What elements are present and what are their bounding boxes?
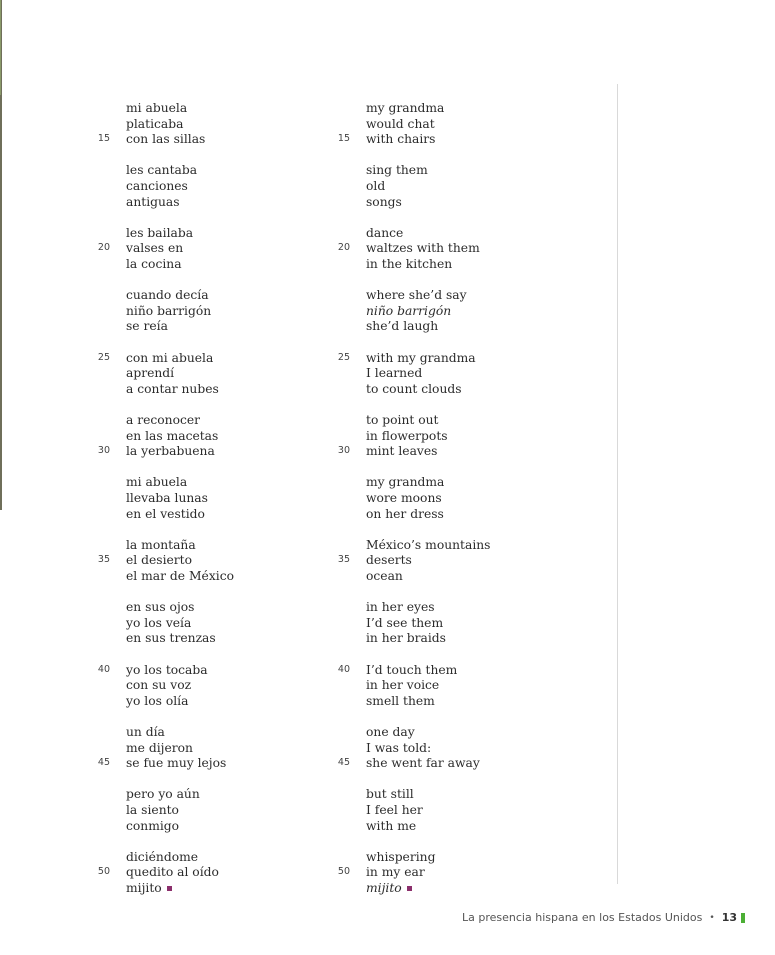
line-text-content: a reconocer [126,413,201,427]
line-text [366,428,448,444]
line-text [366,880,412,896]
line-text [366,786,414,802]
line-text-content: niño barrigón [126,303,212,318]
line-text [366,677,439,693]
line-text [366,412,439,428]
line-text [366,818,416,834]
line-text [366,256,452,272]
line-text-content: waltzes with them [366,241,480,256]
line-text [126,303,211,319]
line-text [126,412,200,428]
line-number: 50 [337,866,350,878]
line-text [126,131,205,147]
line-text [366,303,451,319]
line-number: 35 [97,554,110,566]
line-text [126,225,193,241]
line-text-content: con las sillas [126,132,206,147]
line-text [126,568,234,584]
line-text [366,755,480,771]
line-text-content: in her braids [366,631,446,646]
line-number: 15 [337,133,350,145]
line-text [366,552,412,568]
line-text [126,864,219,880]
line-text [126,786,200,802]
line-text-content: valses en [126,241,184,256]
line-text [366,568,403,584]
line-text [126,677,191,693]
line-text-content: platicaba [126,116,184,131]
line-text-content: in her voice [366,678,440,693]
line-text [126,818,179,834]
line-text [126,287,209,303]
line-text-content: on her dress [366,506,444,521]
line-text [126,490,208,506]
line-text [366,506,444,522]
line-number: 20 [337,242,350,254]
line-number: 50 [97,866,110,878]
line-text [126,755,226,771]
line-text-content: llevaba lunas [126,491,208,505]
line-text [366,178,385,194]
line-text [366,864,425,880]
page-edge-accent [0,0,1,95]
line-number: 15 [97,133,110,145]
line-text [366,100,444,116]
line-text [126,428,218,444]
line-text [366,474,444,490]
line-text-content: my grandma [366,101,445,115]
line-text [366,740,431,756]
line-text-content: la montaña [126,537,196,552]
line-text-content: mi abuela [126,475,188,490]
line-text-content: a contar nubes [126,381,219,396]
end-mark-icon [167,886,172,891]
line-text [366,693,435,709]
line-text-content: diciéndome [126,849,199,864]
line-number: 45 [97,757,110,769]
line-text [126,630,216,646]
line-text-content: la cocina [126,257,182,271]
line-text-content: yo los tocaba [126,662,208,677]
line-text [366,381,462,397]
line-text [126,162,197,178]
line-text [126,443,215,459]
line-text-content: songs [366,194,402,209]
line-text-content: les bailaba [126,225,194,240]
line-text [126,194,180,210]
line-text-content: mijito [366,881,402,895]
line-text [366,162,428,178]
line-text-content: I feel her [366,803,423,817]
end-mark-icon [407,886,412,891]
line-text-content: one day [366,725,415,739]
line-text-content: yo los olía [126,693,189,708]
line-text-content: un día [126,725,165,739]
line-text-content: but still [366,787,414,802]
line-text-content: dance [366,225,404,240]
line-text-content: yo los veía [126,615,192,630]
line-text [366,116,435,132]
line-text-content: cuando decía [126,288,209,303]
line-text [126,724,165,740]
line-text [126,740,193,756]
line-text [366,240,480,256]
line-text-content: en el vestido [126,506,205,521]
line-text-content: whispering [366,849,436,864]
line-number: 20 [97,242,110,254]
line-text [366,350,476,366]
line-text [366,490,442,506]
line-text [126,381,219,397]
line-number: 40 [97,663,110,675]
line-text [126,365,174,381]
line-text [126,318,168,334]
line-text-content: with chairs [366,132,436,147]
line-number: 40 [337,663,350,675]
line-text-content: with my grandma [366,350,476,365]
line-text-content: in the kitchen [366,257,453,271]
column-divider [617,84,618,884]
line-text [126,240,183,256]
line-text [126,802,179,818]
line-text [126,552,192,568]
line-text-content: canciones [126,179,188,193]
line-text [126,100,187,116]
line-text [126,599,195,615]
line-number: 30 [97,445,110,457]
line-text [366,365,422,381]
line-text-content: México’s mountains [366,537,491,552]
line-text [366,630,446,646]
line-text-content: la yerbabuena [126,444,215,459]
page-number: 13 [721,911,737,924]
line-text-content: niño barrigón [366,303,452,318]
line-text-content: I’d touch them [366,662,458,677]
line-text [366,287,467,303]
line-text-content: conmigo [126,818,180,833]
line-text-content: en las macetas [126,428,219,443]
line-text [126,693,188,709]
line-text-content: in flowerpots [366,428,448,443]
line-text [126,537,196,553]
line-text-content: I was told: [366,740,432,755]
line-text [366,443,437,459]
line-text [126,474,187,490]
line-text [366,724,415,740]
line-text-content: in her eyes [366,600,435,615]
line-text [366,131,436,147]
footer-separator: • [709,912,715,923]
line-text-content: my grandma [366,475,445,490]
line-text-content: in my ear [366,865,425,880]
line-text [366,318,438,334]
line-number: 35 [337,554,350,566]
line-text [126,615,191,631]
line-text-content: old [366,179,386,193]
line-number: 45 [337,757,350,769]
line-text-content: to count clouds [366,381,462,396]
page-marker [741,913,745,923]
line-text-content: wore moons [366,491,442,505]
line-text-content: con su voz [126,678,192,693]
line-text-content: con mi abuela [126,350,214,365]
line-text-content: en sus ojos [126,600,195,615]
line-text-content: I’d see them [366,615,444,630]
line-text [126,506,205,522]
line-text-content: en sus trenzas [126,631,216,646]
line-text-content: les cantaba [126,163,198,178]
line-text-content: she’d laugh [366,319,439,334]
line-text [366,537,491,553]
line-number: 25 [97,351,110,363]
line-text [366,662,457,678]
line-text-content: with me [366,818,417,833]
line-text [366,615,443,631]
line-text-content: quedito al oído [126,865,219,880]
line-text [366,225,403,241]
line-text [126,880,172,896]
line-text [366,194,402,210]
line-text [126,116,183,132]
line-text-content: pero yo aún [126,787,200,802]
line-text-content: mijito [126,881,162,895]
line-text [366,599,435,615]
line-text-content: sing them [366,163,428,178]
line-text-content: ocean [366,569,403,583]
line-text [126,662,208,678]
line-text [126,178,188,194]
line-text-content: mint leaves [366,444,438,459]
line-text-content: se fue muy lejos [126,756,227,771]
line-text-content: to point out [366,413,439,427]
line-text-content: aprendí [126,366,175,381]
line-text [366,802,423,818]
line-text-content: antiguas [126,194,180,209]
line-text-content: mi abuela [126,101,188,115]
line-text [366,849,435,865]
line-text-content: se reía [126,319,168,334]
line-text [126,350,213,366]
line-text [126,256,182,272]
line-number: 30 [337,445,350,457]
page-footer [462,911,745,924]
line-text-content: would chat [366,116,435,131]
line-text-content: smell them [366,693,435,708]
line-text-content: el desierto [126,553,193,568]
line-text-content: she went far away [366,756,480,771]
line-text-content: el mar de México [126,569,234,583]
line-number: 25 [337,351,350,363]
line-text-content: deserts [366,553,412,568]
line-text-content: I learned [366,366,423,381]
line-text [126,849,198,865]
line-text-content: la siento [126,803,179,817]
line-text-content: where she’d say [366,288,467,303]
line-text-content: me dijeron [126,740,193,755]
running-title: La presencia hispana en los Estados Unidos [462,911,703,924]
